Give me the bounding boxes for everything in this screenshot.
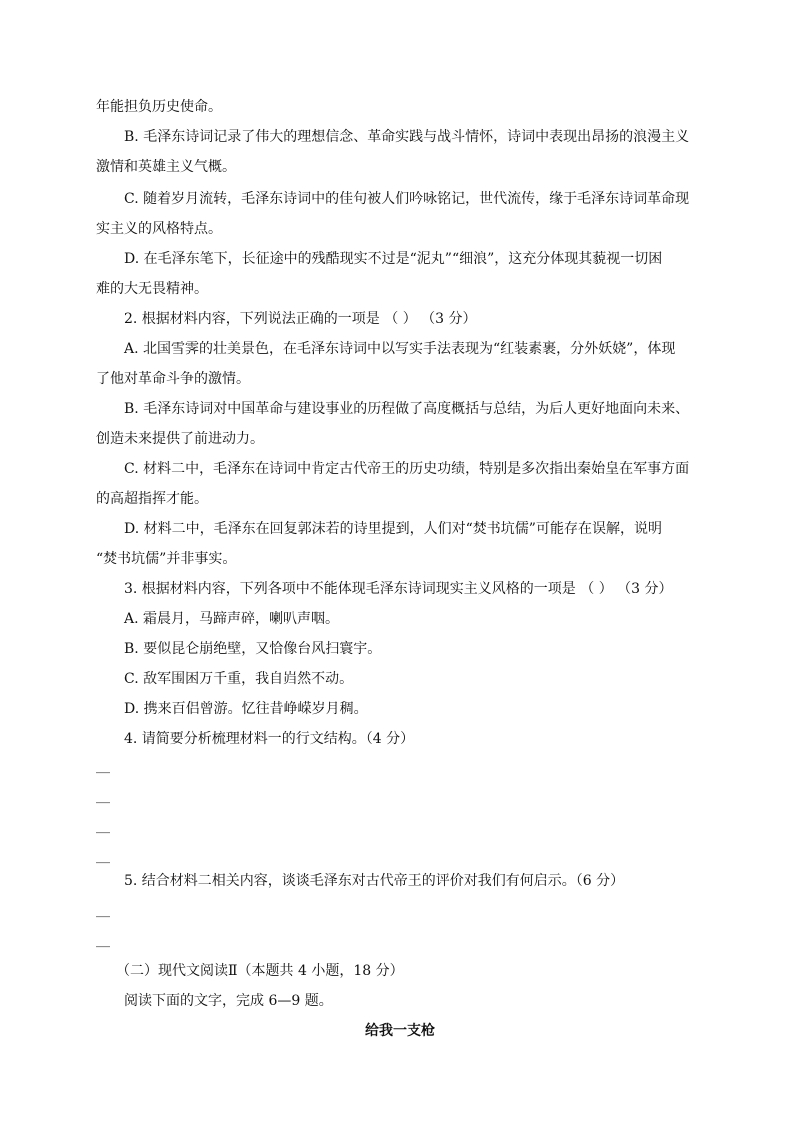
text-line: 激情和英雄主义气概。 [96,159,236,175]
option-c-line: C. 随着岁月流转，毛泽东诗词中的佳句被人们吟咏铭记，世代流传，缘于毛泽东诗词革命现 [124,191,690,207]
answer-blank: __ [96,848,110,864]
reading-instruction: 阅读下面的文字，完成 6—9 题。 [124,993,333,1009]
option-a-line: A. 霜晨月，马蹄声碎，喇叭声咽。 [124,611,340,627]
text-line: 难的大无畏精神。 [96,281,208,297]
question-5: 5. 结合材料二相关内容，谈谈毛泽东对古代帝王的评价对我们有何启示。（6 分） [124,873,625,889]
section-heading: （二）现代文阅读Ⅱ（本题共 4 小题，18 分） [116,963,404,979]
text-line: 了他对革命斗争的激情。 [96,371,250,387]
text-line: “焚书坑儒”并非事实。 [96,551,237,567]
option-b-line: B. 毛泽东诗词记录了伟大的理想信念、革命实践与战斗情怀，诗词中表现出昂扬的浪漫主义 [124,129,690,145]
answer-blank: __ [96,932,110,948]
answer-blank: __ [96,788,110,804]
option-a-line: A. 北国雪霁的壮美景色，在毛泽东诗词中以写实手法表现为“红装素裹，分外妖娆”，体现 [124,341,676,357]
passage-title: 给我一支枪 [365,1023,435,1039]
option-b-line: B. 要似昆仑崩绝壁，又恰像台风扫寰宇。 [124,641,382,657]
text-line: 的高超指挥才能。 [96,491,208,507]
text-line: 创造未来提供了前进动力。 [96,431,264,447]
option-d-line: D. 携来百侣曾游。忆往昔峥嵘岁月稠。 [124,701,368,717]
option-c-line: C. 敌军围困万千重，我自岿然不动。 [124,671,354,687]
answer-blank: __ [96,902,110,918]
text-line: 年能担负历史使命。 [96,99,222,115]
question-4: 4. 请简要分析梳理材料一的行文结构。（4 分） [124,731,415,747]
option-d-line: D. 材料二中，毛泽东在回复郭沫若的诗里提到，人们对“焚书坑儒”可能存在误解，说明 [124,521,662,537]
question-3: 3. 根据材料内容，下列各项中不能体现毛泽东诗词现实主义风格的一项是 （ ） （3 分） [124,581,673,597]
answer-blank: __ [96,758,110,774]
option-d-line: D. 在毛泽东笔下，长征途中的残酷现实不过是“泥丸”“细浪”，这充分体现其藐视一切困 [124,251,663,267]
text-line: 实主义的风格特点。 [96,221,222,237]
question-2: 2. 根据材料内容，下列说法正确的一项是 （ ） （3 分） [124,311,477,327]
answer-blank: __ [96,818,110,834]
option-c-line: C. 材料二中，毛泽东在诗词中肯定古代帝王的历史功绩，特别是多次指出秦始皇在军事方面 [124,461,690,477]
option-b-line: B. 毛泽东诗词对中国革命与建设事业的历程做了高度概括与总结，为后人更好地面向未来、 [124,401,690,417]
